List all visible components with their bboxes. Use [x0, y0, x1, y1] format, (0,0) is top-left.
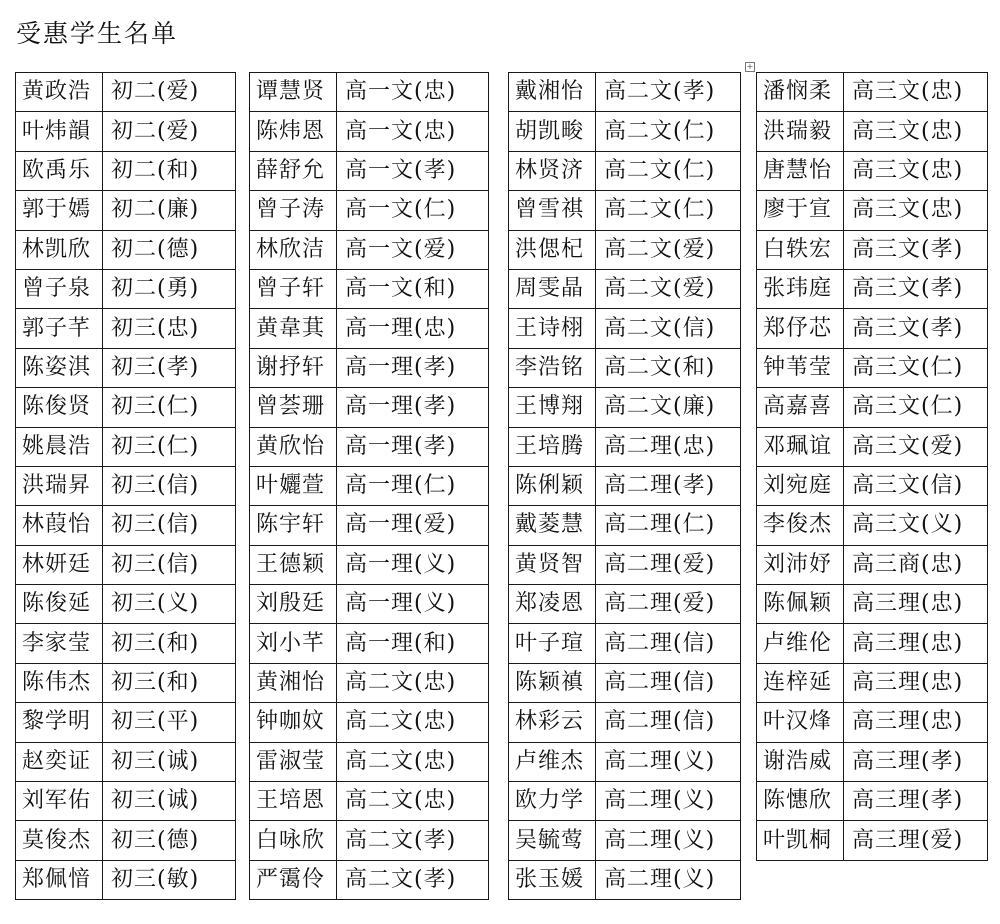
roster-table-4 — [756, 72, 988, 861]
student-name-cell: 刘小芊 — [250, 624, 337, 663]
student-name-cell: 李浩铭 — [509, 348, 596, 387]
student-class-cell: 高一理(孝) — [337, 427, 489, 466]
student-class-cell: 初二(和) — [103, 151, 236, 190]
student-class-cell: 高三商(忠) — [844, 545, 988, 584]
table-row — [250, 663, 489, 702]
student-name-cell: 林彩云 — [509, 703, 596, 742]
student-name-cell: 欧力学 — [509, 782, 596, 821]
table-row — [16, 860, 236, 899]
student-name-cell: 陈俊延 — [16, 585, 103, 624]
table-row — [509, 545, 741, 584]
table-row — [250, 585, 489, 624]
table-row — [250, 309, 489, 348]
student-name-cell: 林欣洁 — [250, 230, 337, 269]
student-name-cell: 唐慧怡 — [757, 151, 844, 190]
student-name-cell: 叶凯桐 — [757, 821, 844, 860]
student-class-cell: 高二理(义) — [596, 821, 741, 860]
student-class-cell: 高三文(忠) — [844, 151, 988, 190]
table-row — [250, 269, 489, 308]
table-row — [509, 230, 741, 269]
student-class-cell: 高二理(义) — [596, 860, 741, 899]
table-row — [509, 860, 741, 899]
student-name-cell: 黄湘怡 — [250, 663, 337, 702]
table-row — [757, 73, 988, 112]
student-name-cell: 黄韋萁 — [250, 309, 337, 348]
student-class-cell: 初三(平) — [103, 703, 236, 742]
student-class-cell: 初三(义) — [103, 585, 236, 624]
student-class-cell: 高二文(仁) — [596, 112, 741, 151]
student-class-cell: 高三文(仁) — [844, 348, 988, 387]
student-class-cell: 高二文(孝) — [596, 73, 741, 112]
student-class-cell: 高二理(信) — [596, 663, 741, 702]
table-row — [509, 821, 741, 860]
student-name-cell: 连梓延 — [757, 663, 844, 702]
table-row — [250, 742, 489, 781]
student-name-cell: 姚晨浩 — [16, 427, 103, 466]
student-name-cell: 钟苇莹 — [757, 348, 844, 387]
table-row — [509, 663, 741, 702]
student-class-cell: 高三理(忠) — [844, 624, 988, 663]
student-name-cell: 谢浩威 — [757, 742, 844, 781]
table-row — [757, 269, 988, 308]
table-row — [509, 466, 741, 505]
student-class-cell: 高二文(仁) — [596, 191, 741, 230]
table-row — [250, 230, 489, 269]
table-row — [757, 703, 988, 742]
student-name-cell: 郑伃芯 — [757, 309, 844, 348]
student-class-cell: 初三(孝) — [103, 348, 236, 387]
table-row — [757, 191, 988, 230]
student-class-cell: 高一理(爱) — [337, 506, 489, 545]
table-row — [16, 624, 236, 663]
student-class-cell: 高三文(忠) — [844, 112, 988, 151]
table-row — [250, 151, 489, 190]
table-row — [250, 782, 489, 821]
student-class-cell: 高一文(孝) — [337, 151, 489, 190]
student-class-cell: 高三理(忠) — [844, 585, 988, 624]
student-class-cell: 高三理(爱) — [844, 821, 988, 860]
student-name-cell: 吴毓莺 — [509, 821, 596, 860]
student-name-cell: 洪瑞昇 — [16, 466, 103, 505]
student-class-cell: 高一文(仁) — [337, 191, 489, 230]
student-class-cell: 初三(信) — [103, 466, 236, 505]
student-name-cell: 谭慧贤 — [250, 73, 337, 112]
student-class-cell: 高一理(义) — [337, 545, 489, 584]
table-row — [757, 427, 988, 466]
table-row — [250, 703, 489, 742]
student-name-cell: 赵奕证 — [16, 742, 103, 781]
student-class-cell: 高三文(孝) — [844, 230, 988, 269]
table-row — [250, 624, 489, 663]
student-name-cell: 薛舒允 — [250, 151, 337, 190]
student-class-cell: 高二文(廉) — [596, 388, 741, 427]
student-name-cell: 雷淑莹 — [250, 742, 337, 781]
student-name-cell: 钟咖妏 — [250, 703, 337, 742]
table-row — [16, 112, 236, 151]
student-name-cell: 戴菱慧 — [509, 506, 596, 545]
student-class-cell: 高二文(信) — [596, 309, 741, 348]
student-name-cell: 叶孋萱 — [250, 466, 337, 505]
student-name-cell: 洪瑞毅 — [757, 112, 844, 151]
student-class-cell: 高一文(爱) — [337, 230, 489, 269]
table-row — [16, 191, 236, 230]
table-row — [757, 388, 988, 427]
student-name-cell: 白轶宏 — [757, 230, 844, 269]
table-row — [757, 230, 988, 269]
table-row — [757, 585, 988, 624]
table-row — [250, 112, 489, 151]
student-class-cell: 高二文(仁) — [596, 151, 741, 190]
student-class-cell: 初三(和) — [103, 663, 236, 702]
student-name-cell: 林妍廷 — [16, 545, 103, 584]
student-class-cell: 初三(敏) — [103, 860, 236, 899]
student-class-cell: 高二理(仁) — [596, 506, 741, 545]
table-row — [509, 388, 741, 427]
table-row — [757, 348, 988, 387]
student-name-cell: 陈炜恩 — [250, 112, 337, 151]
table-row — [757, 782, 988, 821]
student-class-cell: 高三文(信) — [844, 466, 988, 505]
table-row — [757, 742, 988, 781]
student-class-cell: 高二理(爱) — [596, 585, 741, 624]
student-class-cell: 高二理(信) — [596, 624, 741, 663]
student-name-cell: 王培恩 — [250, 782, 337, 821]
student-class-cell: 高一文(忠) — [337, 112, 489, 151]
student-class-cell: 初三(仁) — [103, 427, 236, 466]
table-row — [757, 624, 988, 663]
table-row — [16, 348, 236, 387]
table-row — [250, 191, 489, 230]
table-row — [757, 466, 988, 505]
student-class-cell: 高三文(孝) — [844, 309, 988, 348]
student-name-cell: 王博翔 — [509, 388, 596, 427]
student-name-cell: 陈俊贤 — [16, 388, 103, 427]
table-row — [757, 112, 988, 151]
student-class-cell: 高三理(忠) — [844, 703, 988, 742]
document-title: 受惠学生名单 — [16, 19, 179, 48]
student-name-cell: 曾子泉 — [16, 269, 103, 308]
student-name-cell: 严霭伶 — [250, 860, 337, 899]
student-name-cell: 邓珮谊 — [757, 427, 844, 466]
student-name-cell: 叶炜韻 — [16, 112, 103, 151]
student-class-cell: 初三(信) — [103, 545, 236, 584]
student-name-cell: 林凯欣 — [16, 230, 103, 269]
student-name-cell: 曾子涛 — [250, 191, 337, 230]
table-row — [509, 269, 741, 308]
student-class-cell: 高二理(爱) — [596, 545, 741, 584]
table-row — [16, 742, 236, 781]
student-name-cell: 曾子轩 — [250, 269, 337, 308]
student-class-cell: 高二文(忠) — [337, 782, 489, 821]
student-name-cell: 陈憓欣 — [757, 782, 844, 821]
student-name-cell: 林贤济 — [509, 151, 596, 190]
student-name-cell: 王诗栩 — [509, 309, 596, 348]
student-class-cell: 高三理(孝) — [844, 782, 988, 821]
student-name-cell: 卢维伦 — [757, 624, 844, 663]
student-class-cell: 高二文(爱) — [596, 230, 741, 269]
table-row — [509, 191, 741, 230]
student-name-cell: 郭子芊 — [16, 309, 103, 348]
student-class-cell: 高一理(义) — [337, 585, 489, 624]
table-row — [250, 73, 489, 112]
student-name-cell: 林葭怡 — [16, 506, 103, 545]
student-name-cell: 高嘉喜 — [757, 388, 844, 427]
student-class-cell: 初三(诚) — [103, 742, 236, 781]
table-row — [757, 545, 988, 584]
table-row — [250, 545, 489, 584]
student-class-cell: 高二文(孝) — [337, 821, 489, 860]
student-name-cell: 黎学明 — [16, 703, 103, 742]
table-row — [509, 309, 741, 348]
student-name-cell: 卢维杰 — [509, 742, 596, 781]
student-class-cell: 初二(爱) — [103, 73, 236, 112]
student-class-cell: 高三理(忠) — [844, 663, 988, 702]
student-name-cell: 张玉媛 — [509, 860, 596, 899]
table-row — [757, 151, 988, 190]
student-name-cell: 王德颖 — [250, 545, 337, 584]
student-class-cell: 初二(德) — [103, 230, 236, 269]
student-class-cell: 初三(仁) — [103, 388, 236, 427]
student-class-cell: 高一文(和) — [337, 269, 489, 308]
student-name-cell: 叶子瑄 — [509, 624, 596, 663]
table-row — [757, 821, 988, 860]
table-row — [16, 388, 236, 427]
table-row — [16, 545, 236, 584]
table-row — [16, 703, 236, 742]
student-name-cell: 郭于嫣 — [16, 191, 103, 230]
student-name-cell: 曾荟珊 — [250, 388, 337, 427]
student-class-cell: 高三文(孝) — [844, 269, 988, 308]
table-row — [757, 663, 988, 702]
student-name-cell: 陈伟杰 — [16, 663, 103, 702]
table-row — [250, 821, 489, 860]
student-class-cell: 高一理(和) — [337, 624, 489, 663]
student-class-cell: 高二文(忠) — [337, 742, 489, 781]
student-class-cell: 高二文(孝) — [337, 860, 489, 899]
student-class-cell: 初二(廉) — [103, 191, 236, 230]
student-class-cell: 初二(爱) — [103, 112, 236, 151]
student-class-cell: 初二(勇) — [103, 269, 236, 308]
student-name-cell: 黄政浩 — [16, 73, 103, 112]
student-name-cell: 王培腾 — [509, 427, 596, 466]
table-row — [16, 585, 236, 624]
student-name-cell: 黄贤智 — [509, 545, 596, 584]
table-row — [509, 73, 741, 112]
student-name-cell: 陈姿淇 — [16, 348, 103, 387]
student-name-cell: 刘沛妤 — [757, 545, 844, 584]
student-class-cell: 初三(信) — [103, 506, 236, 545]
student-class-cell: 高三文(仁) — [844, 388, 988, 427]
student-name-cell: 白咏欣 — [250, 821, 337, 860]
student-class-cell: 高一理(孝) — [337, 348, 489, 387]
table-row — [250, 427, 489, 466]
table-row — [757, 309, 988, 348]
student-name-cell: 李俊杰 — [757, 506, 844, 545]
table-row — [16, 821, 236, 860]
student-name-cell: 陈佩颖 — [757, 585, 844, 624]
student-class-cell: 高三理(孝) — [844, 742, 988, 781]
table-row — [16, 73, 236, 112]
student-name-cell: 李家莹 — [16, 624, 103, 663]
table-row — [16, 782, 236, 821]
student-class-cell: 初三(和) — [103, 624, 236, 663]
table-row — [16, 309, 236, 348]
student-class-cell: 高一理(仁) — [337, 466, 489, 505]
student-name-cell: 陈俐颖 — [509, 466, 596, 505]
roster-table-2 — [249, 72, 489, 900]
student-name-cell: 曾雪祺 — [509, 191, 596, 230]
student-class-cell: 高三文(忠) — [844, 191, 988, 230]
student-name-cell: 戴湘怡 — [509, 73, 596, 112]
table-row — [509, 703, 741, 742]
student-class-cell: 高二文(和) — [596, 348, 741, 387]
table-row — [509, 151, 741, 190]
table-row — [250, 860, 489, 899]
student-name-cell: 叶汉烽 — [757, 703, 844, 742]
table-row — [16, 506, 236, 545]
student-name-cell: 郑佩愔 — [16, 860, 103, 899]
student-class-cell: 高三文(忠) — [844, 73, 988, 112]
student-class-cell: 初三(忠) — [103, 309, 236, 348]
table-row — [509, 742, 741, 781]
student-class-cell: 高二文(爱) — [596, 269, 741, 308]
table-row — [16, 466, 236, 505]
table-row — [509, 782, 741, 821]
student-name-cell: 廖于宣 — [757, 191, 844, 230]
table-row — [509, 585, 741, 624]
student-name-cell: 刘殷廷 — [250, 585, 337, 624]
table-row — [16, 269, 236, 308]
table-row — [16, 230, 236, 269]
student-class-cell: 高二理(信) — [596, 703, 741, 742]
table-row — [16, 663, 236, 702]
student-name-cell: 刘宛庭 — [757, 466, 844, 505]
table-row — [250, 506, 489, 545]
student-name-cell: 潘悯柔 — [757, 73, 844, 112]
table-row — [757, 506, 988, 545]
student-name-cell: 周雯晶 — [509, 269, 596, 308]
student-class-cell: 高二文(忠) — [337, 663, 489, 702]
roster-table-3 — [508, 72, 741, 900]
table-move-handle-icon[interactable]: + — [746, 62, 754, 71]
student-class-cell: 高三文(义) — [844, 506, 988, 545]
roster-table-1 — [15, 72, 236, 900]
student-class-cell: 初三(德) — [103, 821, 236, 860]
table-row — [16, 151, 236, 190]
table-row — [509, 506, 741, 545]
student-name-cell: 欧禹乐 — [16, 151, 103, 190]
student-name-cell: 张玮庭 — [757, 269, 844, 308]
table-row — [509, 624, 741, 663]
student-name-cell: 黄欣怡 — [250, 427, 337, 466]
student-class-cell: 高二理(忠) — [596, 427, 741, 466]
student-class-cell: 高二理(义) — [596, 782, 741, 821]
student-class-cell: 初三(诚) — [103, 782, 236, 821]
student-name-cell: 莫俊杰 — [16, 821, 103, 860]
student-name-cell: 刘军佑 — [16, 782, 103, 821]
table-row — [250, 466, 489, 505]
table-row — [509, 348, 741, 387]
student-name-cell: 陈颖禛 — [509, 663, 596, 702]
table-row — [250, 348, 489, 387]
student-name-cell: 胡凯畯 — [509, 112, 596, 151]
student-class-cell: 高二理(孝) — [596, 466, 741, 505]
table-row — [509, 112, 741, 151]
student-class-cell: 高三文(爱) — [844, 427, 988, 466]
student-class-cell: 高一文(忠) — [337, 73, 489, 112]
student-class-cell: 高一理(忠) — [337, 309, 489, 348]
student-name-cell: 谢抒轩 — [250, 348, 337, 387]
student-name-cell: 郑凌恩 — [509, 585, 596, 624]
student-class-cell: 高二理(义) — [596, 742, 741, 781]
table-row — [509, 427, 741, 466]
student-class-cell: 高二文(忠) — [337, 703, 489, 742]
student-class-cell: 高一理(孝) — [337, 388, 489, 427]
table-row — [250, 388, 489, 427]
student-name-cell: 洪偲杞 — [509, 230, 596, 269]
student-name-cell: 陈宇轩 — [250, 506, 337, 545]
table-row — [16, 427, 236, 466]
